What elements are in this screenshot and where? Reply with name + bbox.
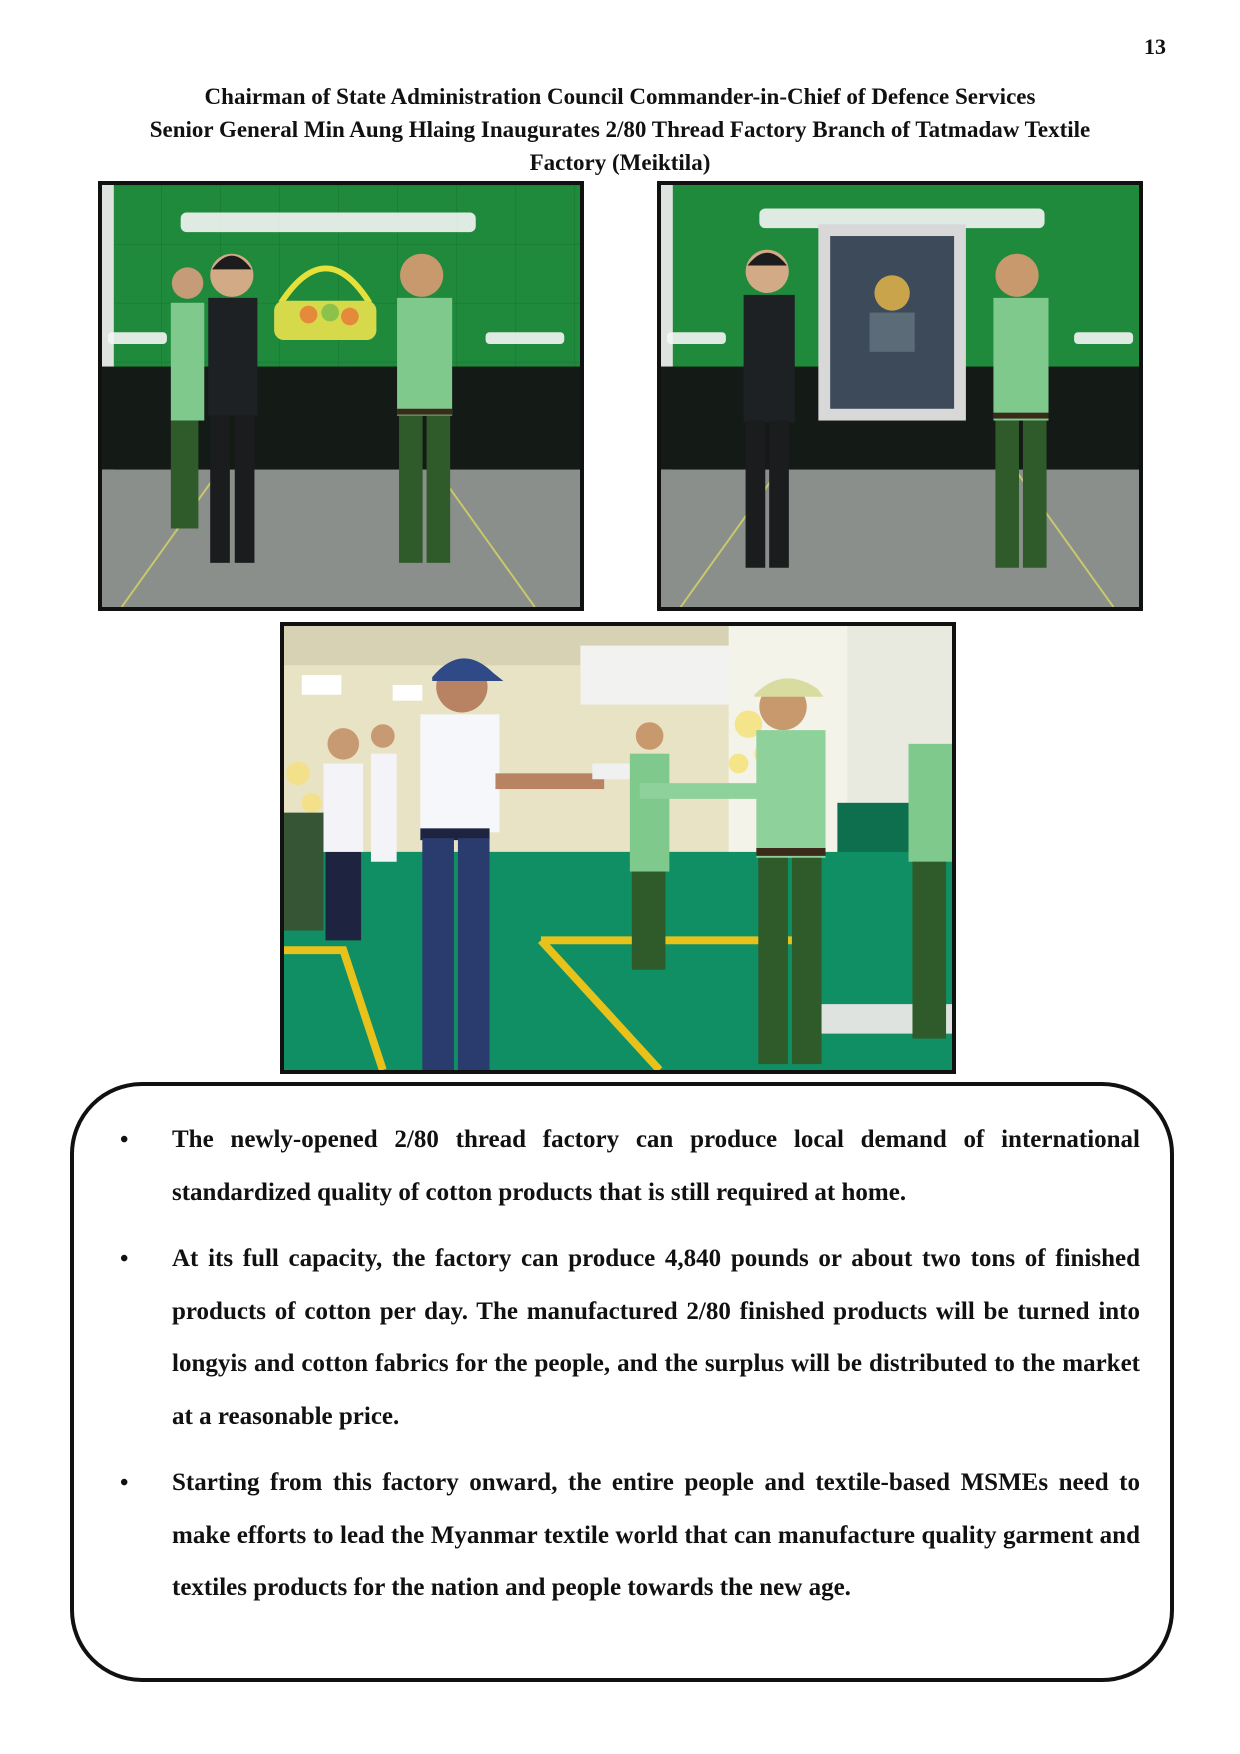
key-point-1 — [104, 1114, 1140, 1219]
photo-painting-presentation — [657, 181, 1143, 611]
page-number: 13 — [1144, 34, 1166, 59]
key-point-1-text: The newly-opened 2/80 thread factory can produce local demand of international standardized quality of cotton products that is still required at home. — [172, 1126, 1140, 1206]
bullet-symbol: • — [120, 1470, 129, 1496]
title-line-1: Chairman of State Administration Council Commander-in-Chief of Defence Services — [204, 84, 1036, 109]
key-points-list — [104, 1114, 1140, 1629]
photo-gift-basket-image — [102, 185, 580, 607]
bullet-symbol: • — [120, 1246, 129, 1272]
photo-factory-handover — [280, 622, 956, 1074]
photo-painting-presentation-image — [661, 185, 1139, 607]
page-title — [80, 80, 1160, 179]
bullet-symbol: • — [120, 1127, 129, 1153]
key-point-3 — [104, 1457, 1140, 1615]
key-points-box — [70, 1082, 1174, 1682]
photo-gift-basket — [98, 181, 584, 611]
key-point-2-text: At its full capacity, the factory can produce 4,840 pounds or about two tons of finished products of cotton per day. The manufactured 2/80 finished products will be turned into longyis and cotton fabrics for the people, and the surplus will be distributed to the market at a reasonable price. — [172, 1245, 1140, 1430]
title-line-2: Senior General Min Aung Hlaing Inaugurates 2/80 Thread Factory Branch of Tatmadaw Textile — [149, 117, 1091, 142]
key-point-3-text: Starting from this factory onward, the entire people and textile-based MSMEs need to make efforts to lead the Myanmar textile world that can manufacture quality garment and textiles products for the nation and people towards the new age. — [172, 1469, 1140, 1601]
photo-factory-handover-image — [284, 626, 952, 1070]
key-point-2 — [104, 1233, 1140, 1443]
title-line-3: Factory (Meiktila) — [529, 150, 711, 175]
